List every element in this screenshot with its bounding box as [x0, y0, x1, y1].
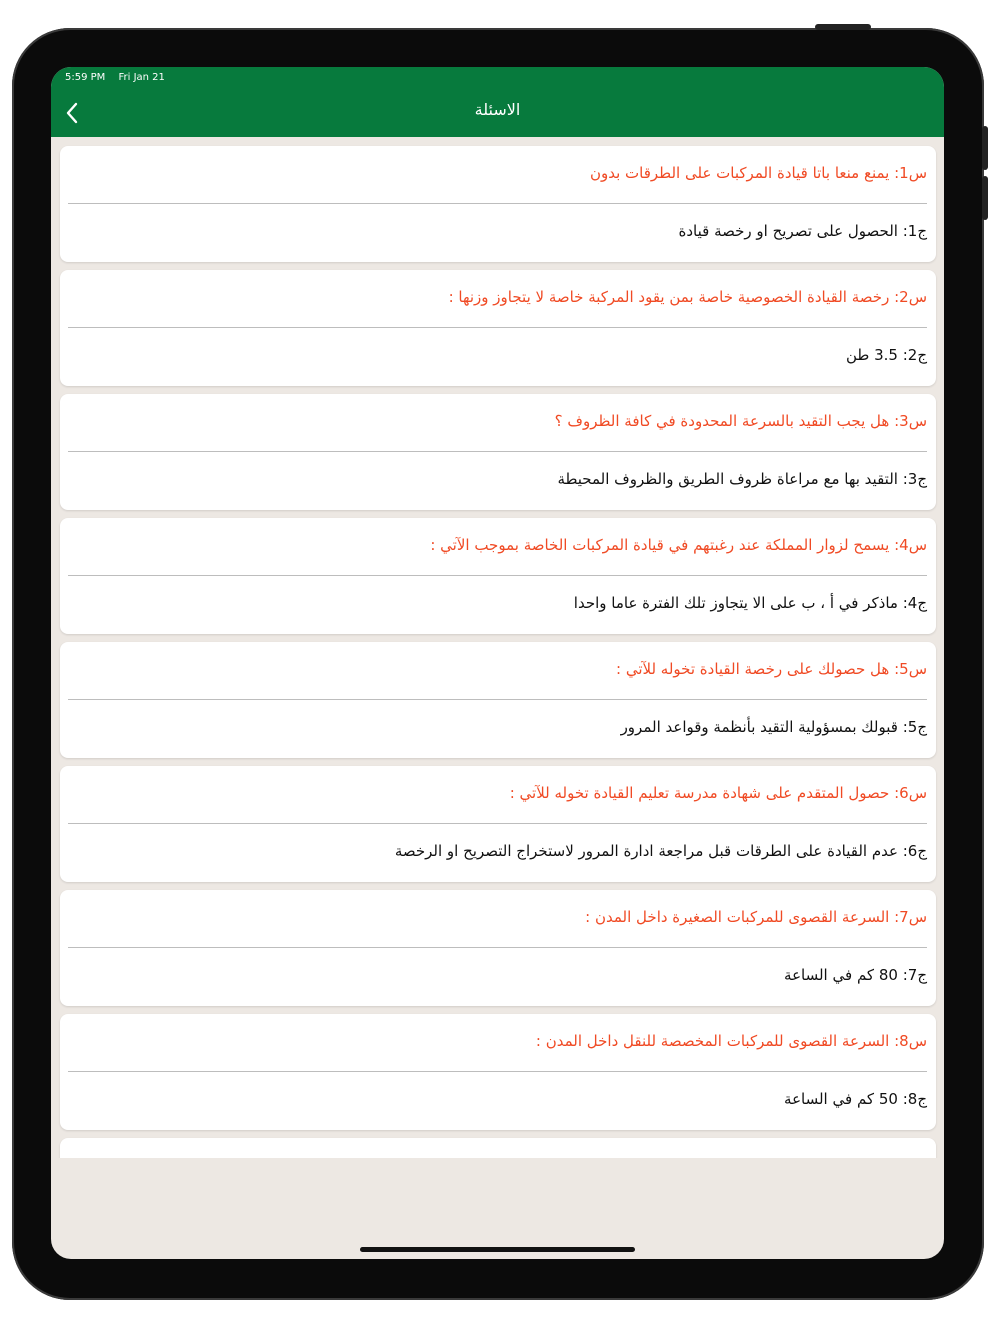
answer-text: ج4: ماذكر في أ ، ب على الا يتجاوز تلك الفترة عاما واحدا	[573, 594, 927, 612]
answer-text: ج2: 3.5 طن	[845, 346, 927, 364]
question-card[interactable]	[60, 518, 936, 634]
question-text: س7: السرعة القصوى للمركبات الصغيرة داخل المدن :	[585, 908, 927, 926]
question-text: س1: يمنع منعا باتا قيادة المركبات على الطرقات بدون	[589, 164, 927, 182]
question-text: س4: يسمح لزوار المملكة عند رغبتهم في قيادة المركبات الخاصة بموجب الآتي :	[430, 536, 927, 554]
home-indicator[interactable]	[360, 1247, 635, 1252]
answer-text: ج8: 50 كم في الساعة	[784, 1090, 927, 1108]
divider	[68, 1071, 927, 1072]
answer-text: ج6: عدم القيادة على الطرقات قبل مراجعة ادارة المرور لاستخراج التصريح او الرخصة	[394, 842, 927, 860]
question-card[interactable]	[60, 146, 936, 262]
answer-text: ج5: قبولك بمسؤولية التقيد بأنظمة وقواعد المرور	[620, 718, 927, 736]
question-card[interactable]	[60, 766, 936, 882]
divider	[68, 203, 927, 204]
answer-text: ج3: التقيد بها مع مراعاة ظروف الطريق والظروف المحيطة	[557, 470, 927, 488]
screen	[51, 67, 944, 1259]
question-card[interactable]	[60, 890, 936, 1006]
divider	[68, 575, 927, 576]
status-date: Fri Jan 21	[118, 72, 165, 83]
answer-text: ج1: الحصول على تصريح او رخصة قيادة	[678, 222, 927, 240]
volume-down-button	[982, 176, 988, 220]
answer-text: ج7: 80 كم في الساعة	[784, 966, 927, 984]
question-text: س3: هل يجب التقيد بالسرعة المحدودة في كافة الظروف ؟	[554, 412, 927, 430]
question-card[interactable]	[60, 270, 936, 386]
question-text: س6: حصول المتقدم على شهادة مدرسة تعليم القيادة تخوله للآتي :	[509, 784, 927, 802]
divider	[68, 823, 927, 824]
question-card[interactable]	[60, 1014, 936, 1130]
question-card[interactable]	[60, 642, 936, 758]
nav-header	[51, 67, 944, 137]
divider	[68, 327, 927, 328]
status-time: 5:59 PM	[65, 72, 106, 83]
questions-list[interactable]	[51, 137, 944, 1158]
question-card[interactable]	[60, 1138, 936, 1158]
question-card[interactable]	[60, 394, 936, 510]
divider	[68, 451, 927, 452]
divider	[68, 699, 927, 700]
power-button	[815, 24, 871, 30]
status-bar	[65, 72, 175, 83]
divider	[68, 947, 927, 948]
volume-up-button	[982, 126, 988, 170]
page-title: الاسئلة	[474, 100, 521, 119]
question-text: س2: رخصة القيادة الخصوصية خاصة بمن يقود المركبة خاصة لا يتجاوز وزنها :	[448, 288, 927, 306]
question-text: س8: السرعة القصوى للمركبات المخصصة للنقل داخل المدن :	[535, 1032, 927, 1050]
question-text: س5: هل حصولك على رخصة القيادة تخوله للآتي :	[616, 660, 927, 678]
